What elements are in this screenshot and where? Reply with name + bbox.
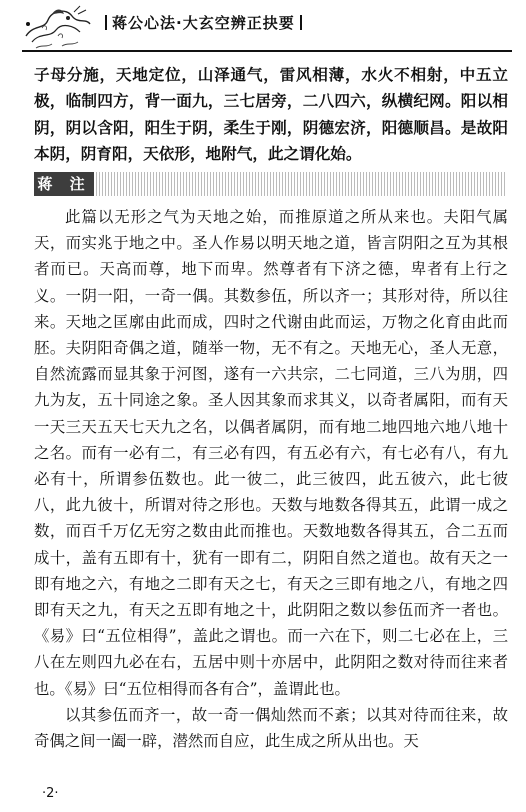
original-text-paragraph: 子母分施，天地定位，山泽通气，雷风相薄，水火不相射，中五立极，临制四方，背一面九，三七居旁，二八四六，纵横纪网。阳以相阴，阴以含阳，阳生于阴，柔生于刚，阴德宏济，阳德顺昌。是故阳本阴，阴育阳，天依形，地附气，此之谓化始。: [34, 65, 508, 164]
commentary-heading: [34, 172, 524, 198]
commentary-paragraph-1: 此篇以无形之气为天地之始，而推原道之所从来也。夫阳气属天，而实兆于地之中。圣人作易以明天地之道，皆言阴阳之互为其根者而已。天高而尊，地下而卑。然尊者有下济之德，卑者有上行之义。一阴一阳，一奇一偶。其数参伍，所以齐一；其形对待，所以往来。天地之匡廓由此而成，四时之代谢由此而运，万物之化育由此而胚。夫阴阳奇偶之道，随举一物，无不有之。天地无心，圣人无意，自然流露而显其象于河图，遂有一六共宗，二七同道，三八为朋，四九为友，五十同途之象。圣人因其象而求其义，以奇者属阳，而有天一天三天五天七天九之名，以偶者属阴，而有地二地四地六地八地十之名。而有一必有二，有三必有四，有五必有六，有七必有八，有九必有十，所谓参伍数也。此一彼二，此三彼四，此五彼六，此七彼八，此九彼十，所谓对待之形也。天数与地数各得其五，此谓一成之数，而百千万亿无穷之数由此而推也。天数地数各得其五，合二五而成十，盖有五即有十，犹有一即有二，阴阳自然之道也。故有天之一即有地之六，有地之二即有天之七，有天之三即有地之八，有地之四即有天之九，有天之五即有地之十，此阴阳之数以参伍而齐一者也。《易》曰“五位相得”，盖此之谓也。而一六在下，则二七必在上，三八在左则四九必在右，五居中则十亦居中，此阴阳之数对待而往来者也。《易》曰“五位相得而各有合”，盖谓此也。: [34, 208, 508, 698]
commentary-block: [34, 204, 508, 754]
page-number: ·2·: [42, 786, 59, 801]
original-text-block: [34, 62, 508, 168]
header-bar-right: [300, 15, 302, 30]
header-title-text: 蒋公心法·大玄空辨正抉要: [112, 14, 295, 32]
header-rule: [22, 50, 512, 52]
commentary-paragraph-2: 以其参伍而齐一，故一奇一偶灿然而不紊；以其对待而往来，故奇偶之间一阖一辟，潜然而自应，此生成之所从出也。天: [34, 705, 508, 751]
page-header: [0, 0, 526, 58]
commentary-label: 蒋 注: [34, 172, 94, 196]
heading-hatch-bar: [96, 172, 506, 196]
dragon-logo-icon: [22, 2, 94, 52]
running-header-title: [100, 12, 307, 33]
header-bar-left: [105, 15, 107, 30]
